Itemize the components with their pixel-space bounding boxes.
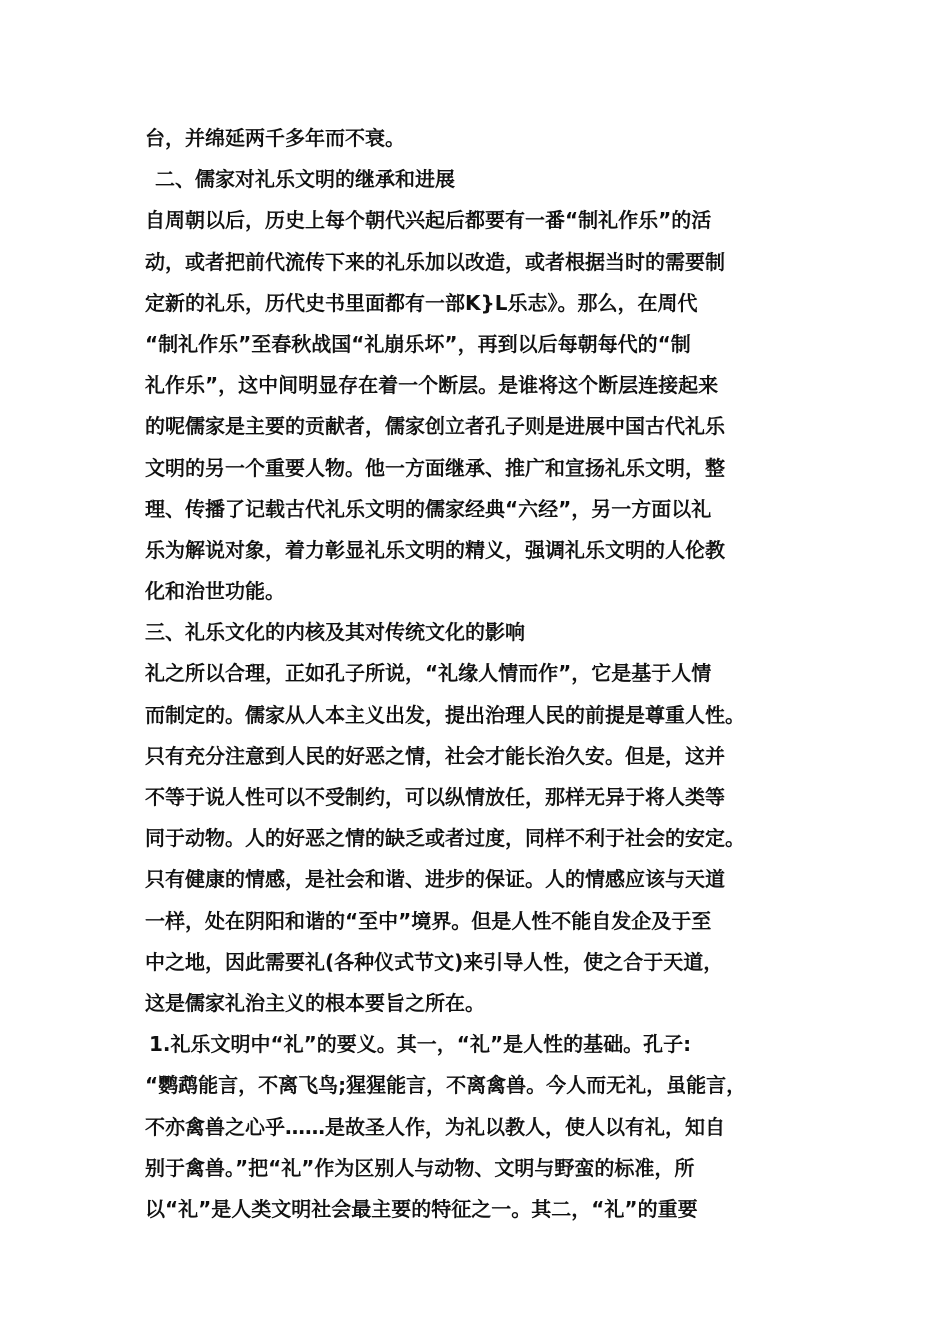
section-heading-3: 三、礼乐文化的内核及其对传统文化的影响	[145, 620, 525, 645]
body-text	[145, 118, 825, 1230]
text-line: 文明的另一个重要人物。他一方面继承、推广和宣扬礼乐文明，整	[145, 455, 725, 480]
text-line: 自周朝以后，历史上每个朝代兴起后都要有一番“制礼作乐”的活	[145, 208, 712, 233]
section-heading-2: 二、儒家对礼乐文明的继承和进展	[155, 167, 455, 192]
text-line: 的呢儒家是主要的贡献者，儒家创立者孔子则是进展中国古代礼乐	[145, 414, 725, 439]
text-line: 同于动物。人的好恶之情的缺乏或者过度，同样不利于社会的安定。	[145, 826, 745, 851]
text-line: 而制定的。儒家从人本主义出发，提出治理人民的前提是尊重人性。	[145, 702, 745, 727]
text-line: 只有充分注意到人民的好恶之情，社会才能长治久安。但是，这并	[145, 743, 725, 768]
text-line: 以“礼”是人类文明社会最主要的特征之一。其二，“礼”的重要	[145, 1196, 698, 1221]
text-line: 不等于说人性可以不受制约，可以纵情放任，那样无异于将人类等	[145, 785, 725, 809]
text-line: 动，或者把前代流传下来的礼乐加以改造，或者根据当时的需要制	[145, 249, 725, 274]
text-line: 一样，处在阴阳和谐的“至中”境界。但是人性不能自发企及于至	[145, 908, 712, 933]
text-line: 中之地，因此需要礼(各种仪式节文)来引导人性，使之合于天道，	[145, 949, 724, 974]
text-line: 礼之所以合理，正如孔子所说，“礼缘人情而作”，它是基于人情	[145, 661, 712, 686]
text-line: 理、传播了记载古代礼乐文明的儒家经典“六经”，另一方面以礼	[145, 496, 712, 521]
text-line: 乐为解说对象，着力彰显礼乐文明的精义，强调礼乐文明的人伦教	[145, 537, 725, 562]
subsection-line: 1.礼乐文明中“礼”的要义。其一，“礼”是人性的基础。孔子:	[149, 1032, 692, 1057]
text-line: 台，并绵延两千多年而不衰。	[145, 126, 405, 150]
text-line: “鹦鹉能言，不离飞鸟;猩猩能言，不离禽兽。今人而无礼，虽能言，	[145, 1073, 747, 1098]
text-line: 只有健康的情感，是社会和谐、进步的保证。人的情感应该与天道	[145, 867, 725, 892]
text-line: 别于禽兽。”把“礼”作为区别人与动物、文明与野蛮的标准，所	[145, 1155, 695, 1180]
text-line: “制礼作乐”至春秋战国“礼崩乐坏”，再到以后每朝每代的“制	[145, 331, 691, 356]
text-line: 这是儒家礼治主义的根本要旨之所在。	[145, 990, 485, 1015]
text-line: 定新的礼乐，历代史书里面都有一部K}L乐志》。那么，在周代	[145, 290, 698, 315]
text-line: 不亦禽兽之心乎……是故圣人作，为礼以教人，使人以有礼，知自	[145, 1114, 725, 1139]
text-line: 化和治世功能。	[145, 579, 285, 604]
text-line: 礼作乐”，这中间明显存在着一个断层。是谁将这个断层连接起来	[145, 373, 719, 398]
